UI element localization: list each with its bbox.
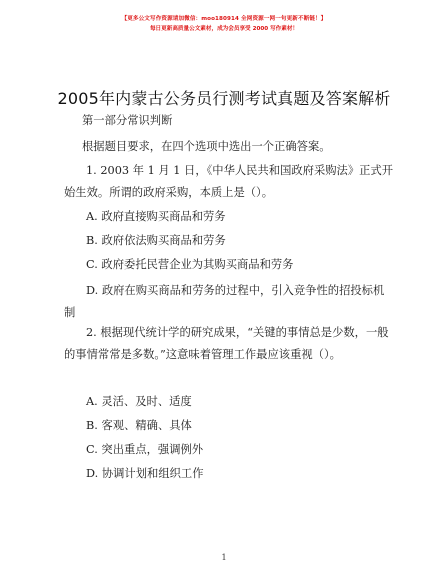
question-1-option-a: A. 政府直接购买商品和劳务 bbox=[86, 210, 226, 223]
question-1-stem: 1. 2003 年 1 月 1 日，《中华人民共和国政府采购法》正式开始生效。所谓的政府采购，本质上是（）。 bbox=[64, 164, 394, 199]
instruction-text: 根据题目要求，在四个选项中选出一个正确答案。 bbox=[82, 140, 331, 153]
question-2-stem: 2. 根据现代统计学的研究成果，“关键的事情总是少数，一般的事情常常是多数。”这意味着管理工作最应该重视（）。 bbox=[64, 326, 389, 361]
promo-banner bbox=[0, 14, 448, 34]
question-2-option-d: D. 协调计划和组织工作 bbox=[86, 467, 204, 480]
question-1-option-b: B. 政府依法购买商品和劳务 bbox=[86, 234, 226, 247]
question-2-option-b: B. 客观、精确、具体 bbox=[86, 419, 192, 432]
question-2-option-a: A. 灵活、及时、适度 bbox=[86, 395, 192, 408]
question-2-option-c: C. 突出重点，强调例外 bbox=[86, 443, 204, 456]
promo-line-2: 每日更新高质量公文素材，成为会员享受 2000 写作素材！ bbox=[149, 26, 299, 32]
question-1-option-d: D. 政府在购买商品和劳务的过程中，引入竞争性的招投标机制 bbox=[64, 284, 385, 319]
section-heading: 第一部分常识判断 bbox=[82, 114, 173, 127]
promo-line-1: 【更多公文写作资源请加微信：moo180914 全网资源一网一句更新不断链！】 bbox=[121, 16, 327, 22]
page-number: 1 bbox=[221, 553, 227, 562]
document-title: 2005年内蒙古公务员行测考试真题及答案解析 bbox=[57, 89, 391, 108]
question-1-option-c: C. 政府委托民营企业为其购买商品和劳务 bbox=[86, 258, 294, 271]
